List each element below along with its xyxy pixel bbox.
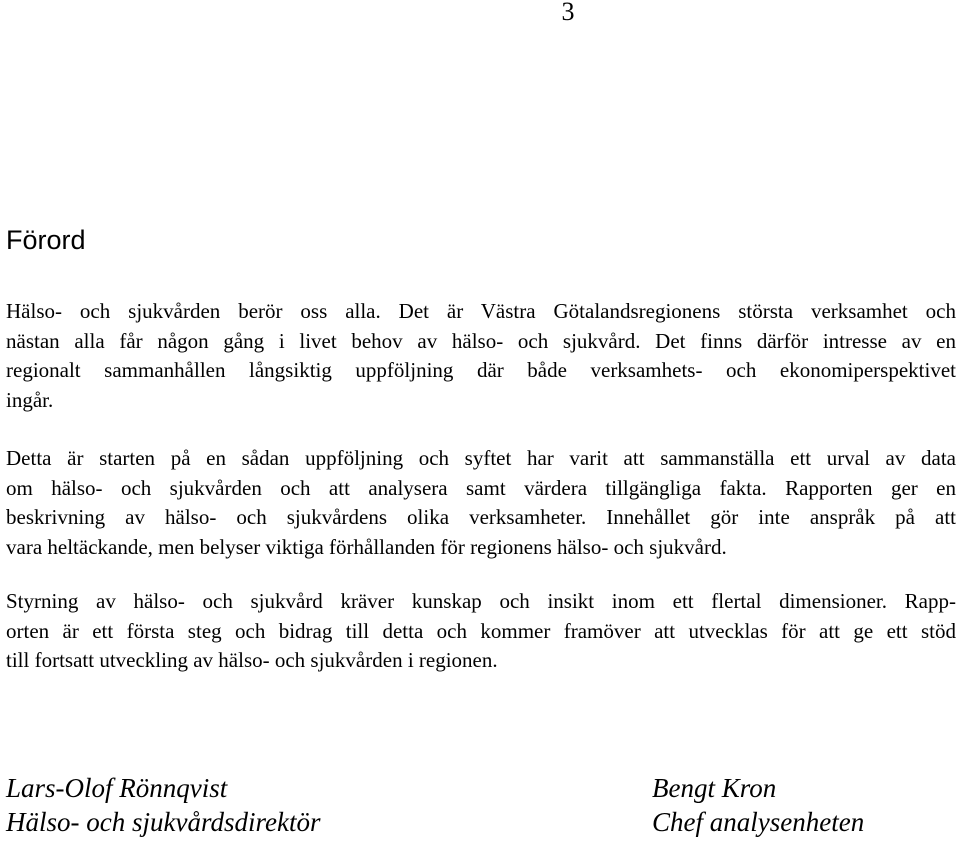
paragraph-line: orten är ett första steg och bidrag till detta och kommer framöver att utvecklas för att ge ett stöd: [6, 618, 956, 643]
paragraph-governance: [6, 587, 956, 676]
paragraph-line: regionalt sammanhållen långsiktig uppföljning där både verksamhets- och ekonomiperspektivet: [6, 358, 956, 382]
signatory-title-right: Chef analysenheten: [652, 807, 865, 837]
page-number: 3: [561, 0, 575, 26]
paragraph-purpose: [6, 444, 956, 562]
paragraph-intro: [6, 297, 956, 415]
paragraph-line: ingår.: [6, 387, 54, 412]
paragraph-line: om hälso- och sjukvården och att analysera samt värdera tillgängliga fakta. Rapporten ger en: [6, 475, 956, 500]
signatory-name-right: Bengt Kron: [652, 773, 777, 803]
page-title: Förord: [6, 225, 86, 255]
signatory-name-left: Lars-Olof Rönnqvist: [6, 773, 228, 803]
signatory-title-left: Hälso- och sjukvårdsdirektör: [6, 807, 321, 837]
paragraph-line: beskrivning av hälso- och sjukvårdens olika verksamheter. Innehållet gör inte anspråk på att: [6, 505, 956, 529]
paragraph-line: Detta är starten på en sådan uppföljning och syftet har varit att sammanställa ett urval av data: [6, 446, 956, 470]
paragraph-line: nästan alla får någon gång i livet behov av hälso- och sjukvård. Det finns därför intresse av en: [6, 328, 956, 353]
paragraph-line: Hälso- och sjukvården berör oss alla. Det är Västra Götalandsregionens största verksamhet och: [6, 299, 956, 323]
paragraph-line: vara heltäckande, men belyser viktiga förhållanden för regionens hälso- och sjukvård.: [6, 534, 727, 559]
paragraph-line: Styrning av hälso- och sjukvård kräver kunskap och insikt inom ett flertal dimensioner. Rapp-: [6, 589, 956, 613]
paragraph-line: till fortsatt utveckling av hälso- och sjukvården i regionen.: [6, 648, 498, 672]
